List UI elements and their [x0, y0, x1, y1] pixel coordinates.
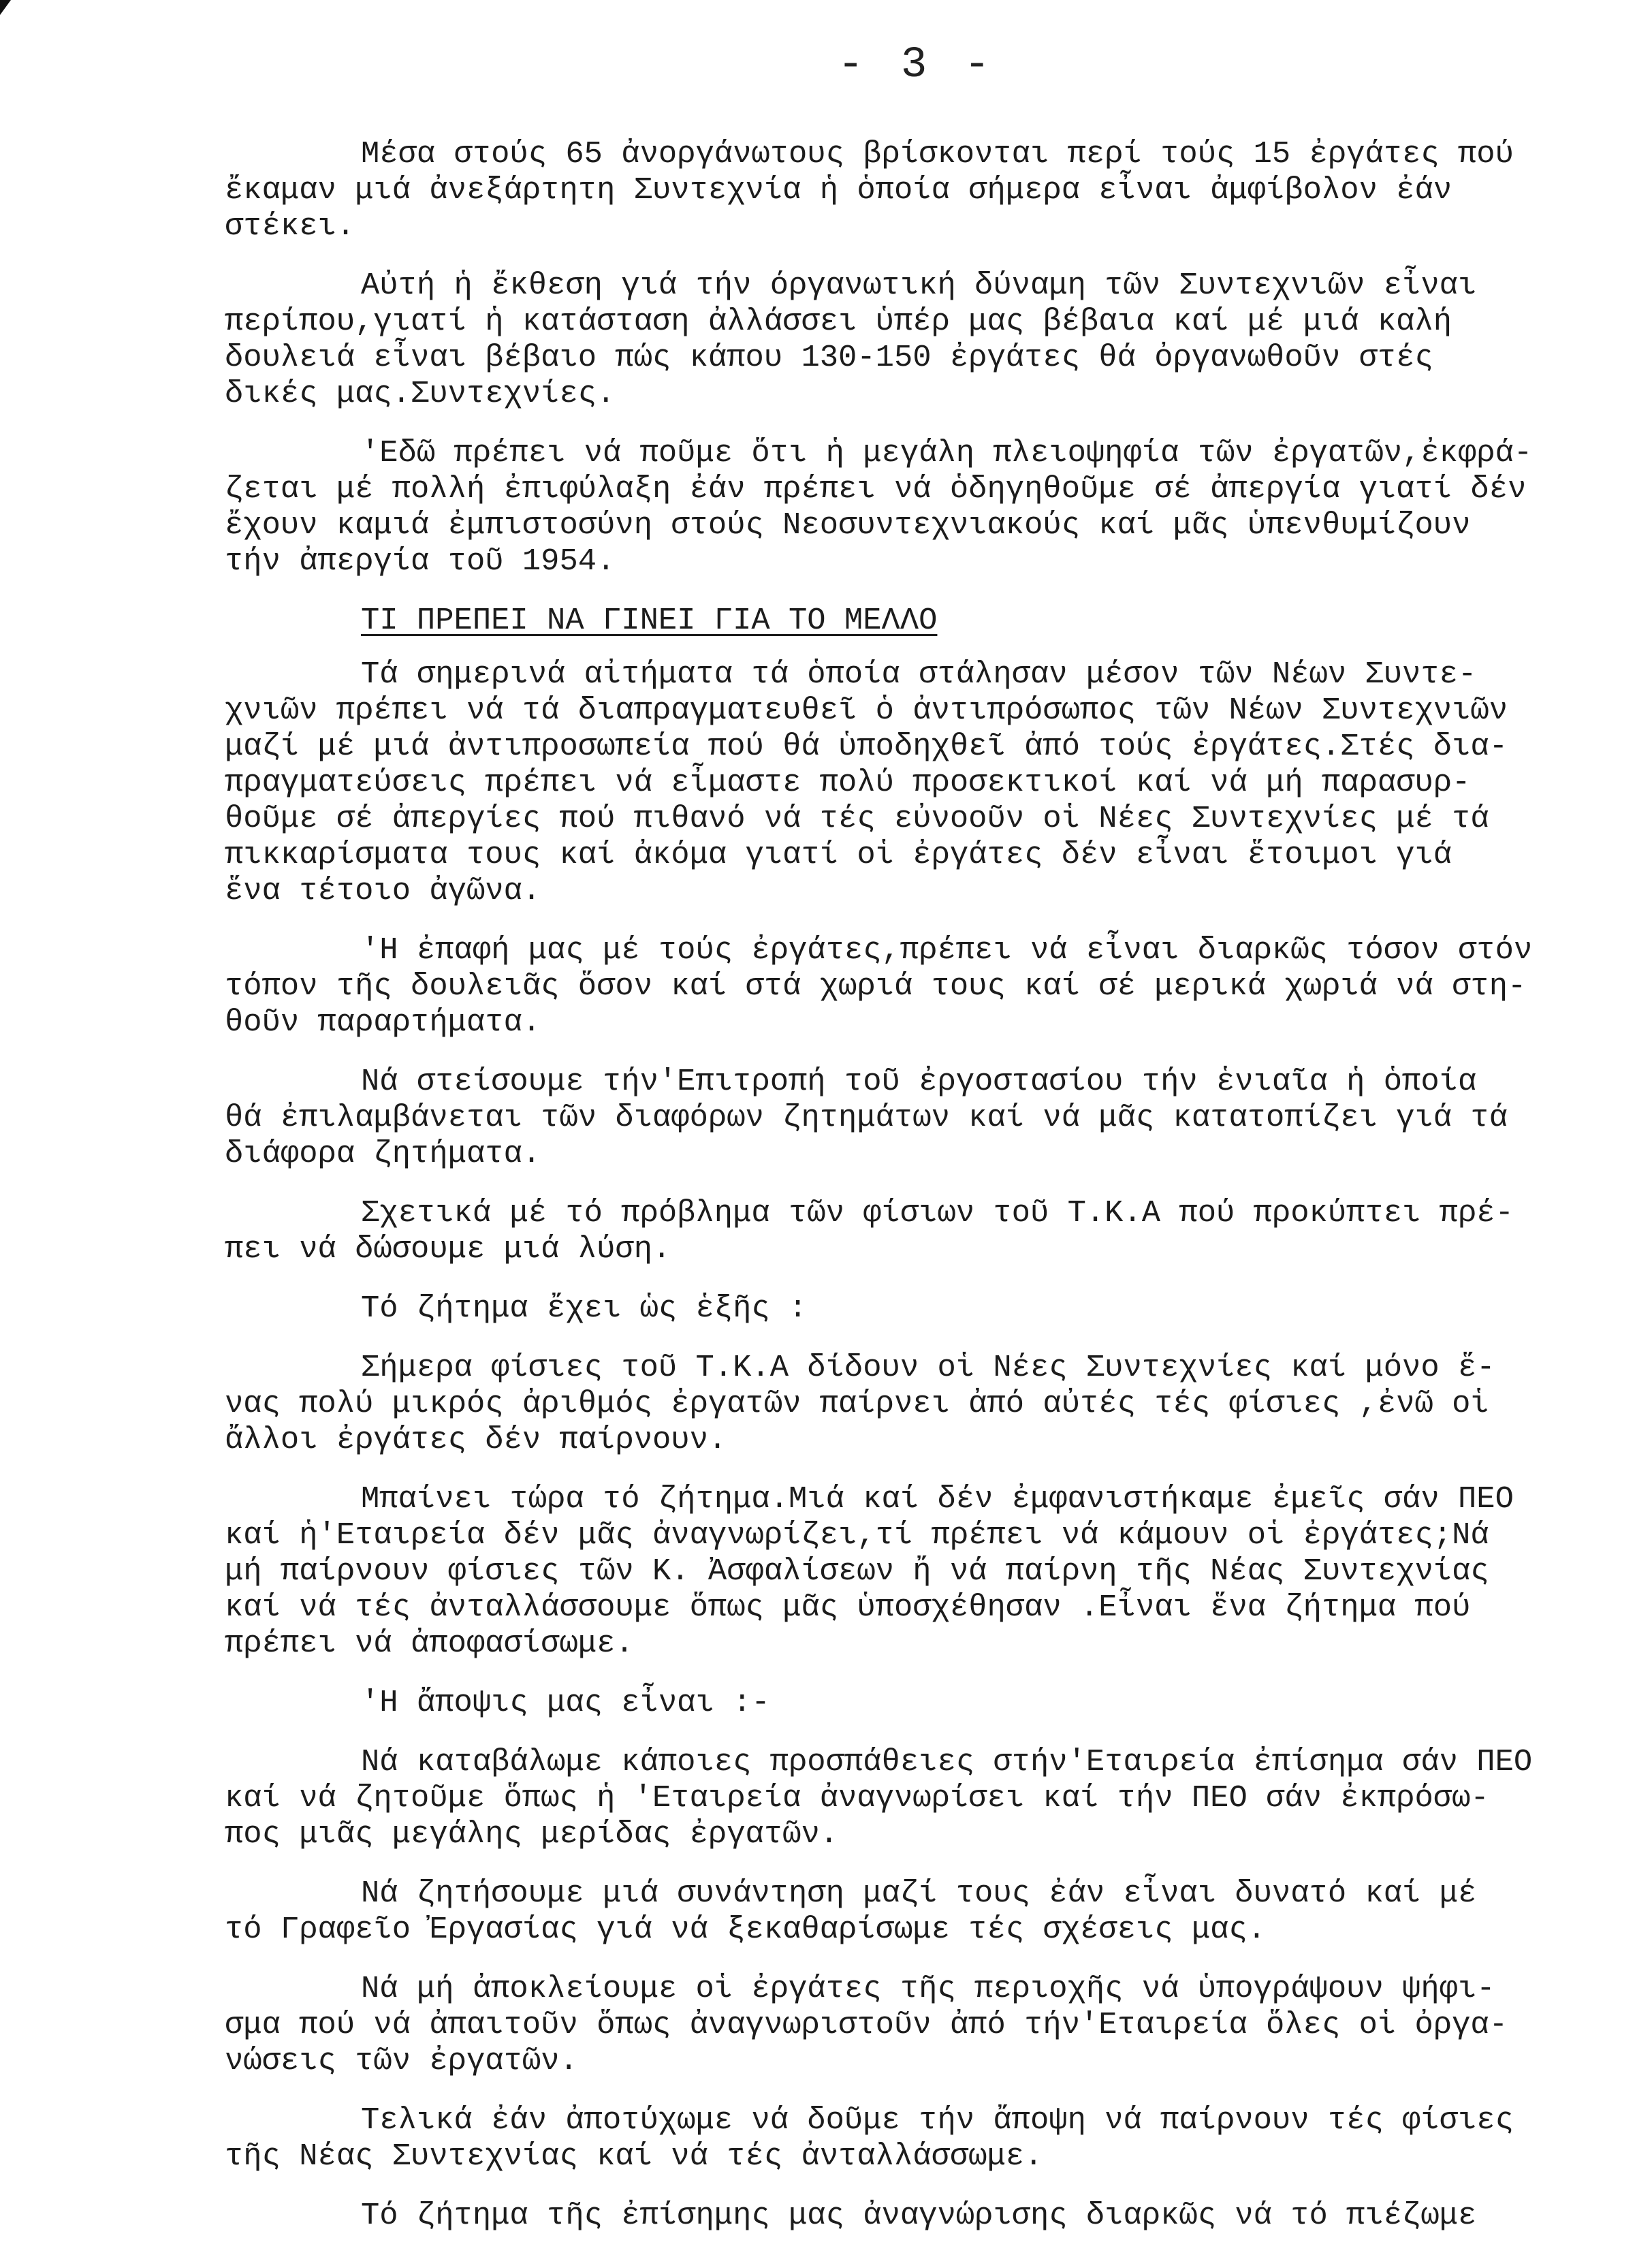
text-line: Νά ζητήσουμε μιά συνάντηση μαζί τους ἐάν εἶναι δυνατό καί μέ — [361, 1876, 1477, 1911]
text-line: Σήμερα φίσιες τοῦ Τ.Κ.Α δίδουν οἱ Νέες Συντεχνίες καί μόνο ἕ- — [361, 1350, 1495, 1385]
section-heading-wrap — [225, 603, 1621, 657]
text-line: Σχετικά μέ τό πρόβλημα τῶν φίσιων τοῦ Τ.Κ.Α πού προκύπτει πρέ- — [361, 1195, 1514, 1231]
text-line: πει νά δώσουμε μιά λύση. — [225, 1231, 671, 1267]
text-line: ἔχουν καμιά ἐμπιστοσύνη στούς Νεοσυντεχνιακούς καί μᾶς ὑπενθυμίζουν — [225, 507, 1471, 543]
text-line: Νά μή ἀποκλείουμε οἱ ἐργάτες τῆς περιοχῆς νά ὑπογράψουν ψήφι- — [361, 1971, 1495, 2006]
text-line: Τελικά ἐάν ἀποτύχωμε νά δοῦμε τήν ἄποψη νά παίρνουν τές φίσιες — [361, 2102, 1514, 2138]
paragraph — [225, 932, 1621, 1041]
text-line: θοῦν παραρτήματα. — [225, 1005, 541, 1040]
paragraph — [225, 136, 1621, 244]
paragraph — [225, 657, 1621, 909]
text-line: καί ἡ'Εταιρεία δέν μᾶς ἀναγνωρίζει,τί πρέπει νά κάμουν οἱ ἐργάτες;Νά — [225, 1517, 1489, 1553]
page-number: - 3 - — [838, 41, 996, 90]
document-body — [225, 136, 1621, 2257]
text-line: ἕνα τέτοιο ἀγῶνα. — [225, 873, 541, 909]
text-line: Μπαίνει τώρα τό ζήτημα.Μιά καί δέν ἐμφανιστήκαμε ἐμεῖς σάν ΠΕΟ — [361, 1481, 1514, 1517]
text-line: τό Γραφεῖο Ἐργασίας γιά νά ξεκαθαρίσωμε τές σχέσεις μας. — [225, 1912, 1267, 1947]
text-line: θά ἐπιλαμβάνεται τῶν διαφόρων ζητημάτων καί νά μᾶς κατατοπίζει γιά τά — [225, 1100, 1508, 1135]
paragraph — [225, 1685, 1621, 1721]
paragraph — [225, 1744, 1621, 1852]
text-line: πικκαρίσματα τους καί ἀκόμα γιατί οἱ ἐργάτες δέν εἶναι ἕτοιμοι γιά — [225, 837, 1452, 872]
paragraph — [225, 2198, 1621, 2234]
text-line: Νά καταβάλωμε κάποιες προσπάθειες στήν'Εταιρεία ἐπίσημα σάν ΠΕΟ — [361, 1744, 1533, 1780]
text-line: Νά στείσουμε τήν'Επιτροπή τοῦ ἐργοστασίου τήν ἑνιαῖα ἡ ὁποία — [361, 1064, 1477, 1099]
text-line: διάφορα ζητήματα. — [225, 1136, 541, 1171]
text-line: 'Εδῶ πρέπει νά ποῦμε ὅτι ἡ μεγάλη πλειοψηφία τῶν ἐργατῶν,ἐκφρά- — [361, 435, 1533, 471]
text-line: καί νά ζητοῦμε ὅπως ἡ 'Εταιρεία ἀναγνωρίσει καί τήν ΠΕΟ σάν ἐκπρόσω- — [225, 1780, 1489, 1816]
paragraph — [225, 2102, 1621, 2175]
text-line: σμα πού νά ἀπαιτοῦν ὅπως ἀναγνωριστοῦν ἀπό τήν'Εταιρεία ὅλες οἱ ὀργα- — [225, 2007, 1508, 2042]
text-line: ζεται μέ πολλή ἐπιφύλαξη ἐάν πρέπει νά ὁδηγηθοῦμε σέ ἀπεργία γιατί δέν — [225, 471, 1527, 507]
text-line: τήν ἀπεργία τοῦ 1954. — [225, 543, 616, 579]
text-line: δικές μας.Συντεχνίες. — [225, 376, 616, 411]
text-line: θοῦμε σέ ἀπεργίες πού πιθανό νά τές εὐνοοῦν οἱ Νέες Συντεχνίες μέ τά — [225, 801, 1489, 836]
text-line: τῆς Νέας Συντεχνίας καί νά τές ἀνταλλάσσωμε. — [225, 2138, 1043, 2174]
paragraph — [225, 1064, 1621, 1172]
text-line: Τά σημερινά αἰτήματα τά ὁποία στάλησαν μέσον τῶν Νέων Συντε- — [361, 657, 1477, 692]
paragraph — [225, 1350, 1621, 1458]
paragraph — [225, 268, 1621, 412]
text-line: νας πολύ μικρός ἀριθμός ἐργατῶν παίρνει ἀπό αὐτές τές φίσιες ,ἐνῶ οἱ — [225, 1386, 1489, 1421]
paragraphs-after-heading — [225, 657, 1621, 2234]
text-line: Αὐτή ἡ ἔκθεση γιά τήν όργανωτική δύναμη τῶν Συντεχνιῶν εἶναι — [361, 268, 1477, 303]
paragraph — [225, 435, 1621, 580]
text-line: μή παίρνουν φίσιες τῶν Κ. Ἀσφαλίσεων ἤ νά παίρνη τῆς Νέας Συντεχνίας — [225, 1553, 1489, 1589]
text-line: καί νά τές ἀνταλλάσσουμε ὅπως μᾶς ὑποσχέθησαν .Εἶναι ἕνα ζήτημα πού — [225, 1590, 1471, 1625]
text-line: Τό ζήτημα ἔχει ὡς ἑξῆς : — [361, 1291, 808, 1326]
text-line: πρέπει νά ἀποφασίσωμε. — [225, 1626, 634, 1661]
text-line: χνιῶν πρέπει νά τά διαπραγματευθεῖ ὁ ἀντιπρόσωπος τῶν Νέων Συντεχνιῶν — [225, 693, 1508, 728]
text-line: 'Η ἐπαφή μας μέ τούς ἐργάτες,πρέπει νά εἶναι διαρκῶς τόσον στόν — [361, 932, 1533, 968]
paragraph — [225, 1971, 1621, 2079]
text-line: δουλειά εἶναι βέβαιο πώς κάπου 130-150 ἐργάτες θά ὀργανωθοῦν στές — [225, 340, 1433, 375]
paragraphs-before-heading — [225, 136, 1621, 580]
paragraph — [225, 1481, 1621, 1662]
text-line: Τό ζήτημα τῆς ἐπίσημης μας ἀναγνώρισης διαρκῶς νά τό πιέζωμε — [361, 2198, 1477, 2233]
text-line: πραγματεύσεις πρέπει νά εἶμαστε πολύ προσεκτικοί καί νά μή παρασυρ- — [225, 765, 1471, 800]
text-line: Μέσα στούς 65 ἀνοργάνωτους βρίσκονται περί τούς 15 ἐργάτες πού — [361, 136, 1514, 172]
text-line: μαζί μέ μιά ἀντιπροσωπεία πού θά ὑποδηχθεῖ ἀπό τούς ἐργάτες.Στές δια- — [225, 729, 1508, 764]
text-line: ἄλλοι ἐργάτες δέν παίρνουν. — [225, 1422, 727, 1457]
paragraph — [225, 1291, 1621, 1327]
text-line: πος μιᾶς μεγάλης μερίδας ἐργατῶν. — [225, 1816, 839, 1852]
text-line: περίπου,γιατί ἡ κατάσταση ἀλλάσσει ὑπέρ μας βέβαια καί μέ μιά καλή — [225, 304, 1452, 339]
text-line: στέκει. — [225, 208, 355, 244]
paragraph — [225, 1876, 1621, 1948]
scan-corner-mark — [0, 0, 11, 15]
text-line: νώσεις τῶν ἐργατῶν. — [225, 2043, 578, 2079]
section-heading: ΤΙ ΠΡΕΠΕΙ ΝΑ ΓΙΝΕΙ ΓΙΑ ΤΟ ΜΕΛΛΟ — [361, 603, 938, 638]
text-line: τόπον τῆς δουλειᾶς ὅσον καί στά χωριά τους καί σέ μερικά χωριά νά στη- — [225, 968, 1527, 1004]
text-line: 'Η ἄποψις μας εἶναι :- — [361, 1685, 770, 1720]
paragraph — [225, 1195, 1621, 1267]
text-line: ἔκαμαν μιά ἀνεξάρτητη Συντεχνία ἡ ὁποία σήμερα εἶναι ἀμφίβολον ἐάν — [225, 172, 1452, 208]
